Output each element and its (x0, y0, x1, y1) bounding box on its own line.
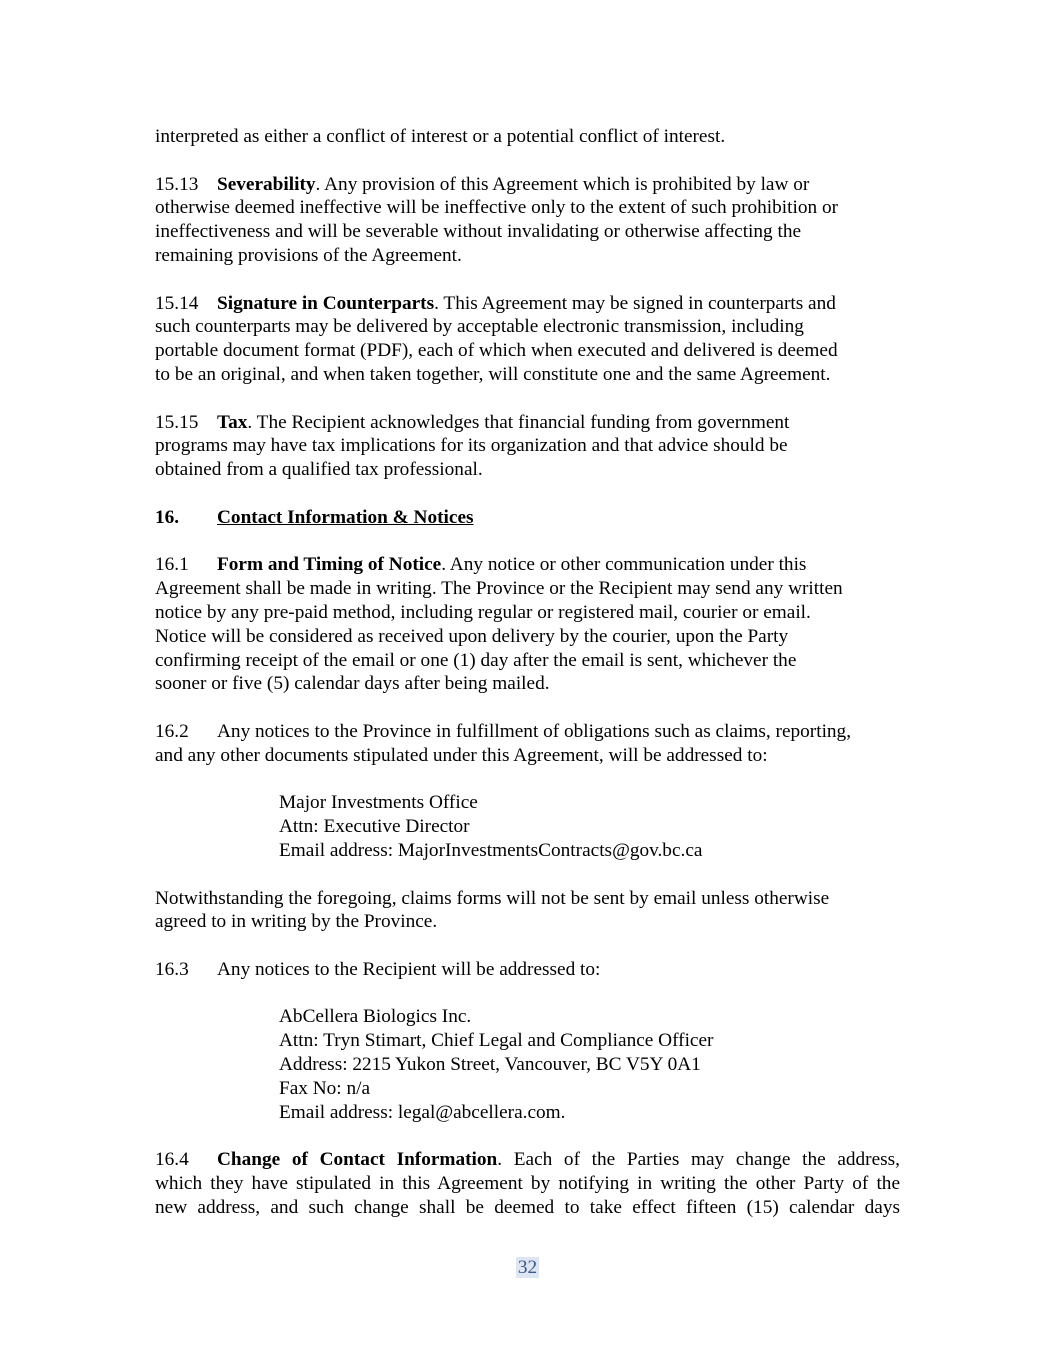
section-title: Tax (217, 411, 248, 433)
address-line: AbCellera Biologics Inc. (279, 1006, 472, 1028)
address-line: Address: 2215 Yukon Street, Vancouver, BC V5Y 0A1 (279, 1054, 701, 1076)
text-line: . This Agreement may be signed in counterparts and (434, 292, 836, 314)
section-16-1-form-and-timing (155, 553, 900, 696)
text-line: Any notices to the Province in fulfillment of obligations such as claims, reporting, (217, 720, 852, 742)
address-line: Major Investments Office (279, 792, 478, 814)
page-number-label: 32 (517, 1257, 538, 1278)
text-line: Any notices to the Recipient will be addressed to: (217, 958, 601, 980)
notwithstanding-paragraph (155, 887, 900, 935)
section-15-14-signature-in-counterparts (155, 292, 900, 387)
carryover-paragraph (155, 125, 900, 149)
address-line: Email address: legal@abcellera.com. (279, 1101, 566, 1123)
text-line: obtained from a qualified tax professional. (155, 459, 483, 481)
address-line: Attn: Tryn Stimart, Chief Legal and Compliance Officer (279, 1030, 714, 1052)
section-16-4-change-of-contact (155, 1148, 900, 1219)
text-line: programs may have tax implications for its organization and that advice should be (155, 435, 788, 457)
section-number: 16.1 (155, 554, 189, 576)
text-line: interpreted as either a conflict of interest or a potential conflict of interest. (155, 126, 726, 147)
text-line: Notwithstanding the foregoing, claims forms will not be sent by email unless otherwise (155, 887, 830, 909)
section-16-2-province-notices (155, 720, 900, 768)
text-line: remaining provisions of the Agreement. (155, 244, 462, 266)
address-line: Email address: MajorInvestmentsContracts@gov.bc.ca (279, 839, 703, 861)
section-title: Contact Information & Notices (217, 506, 474, 528)
section-number: 15.15 (155, 411, 199, 433)
section-number: 15.13 (155, 173, 199, 195)
section-number: 16.2 (155, 720, 189, 742)
recipient-address-block (155, 1005, 900, 1124)
section-number: 16. (155, 506, 180, 528)
text-line: Notice will be considered as received upon delivery by the courier, upon the Party (155, 625, 789, 647)
text-line: sooner or five (5) calendar days after being mailed. (155, 673, 550, 695)
text-line: otherwise deemed ineffective will be ineffective only to the extent of such prohibition or (155, 197, 839, 219)
text-line: such counterparts may be delivered by acceptable electronic transmission, including (155, 316, 804, 338)
text-line: new address, and such change shall be deemed to take effect fifteen (15) calendar days (155, 1196, 900, 1218)
section-16-heading (155, 506, 900, 530)
text-line: . The Recipient acknowledges that financial funding from government (247, 411, 790, 433)
text-line: . Each of the Parties may change the address, (497, 1149, 900, 1171)
text-line: which they have stipulated in this Agreement by notifying in writing the other Party of the (155, 1173, 900, 1195)
section-15-13-severability (155, 173, 900, 268)
section-number: 16.4 (155, 1149, 189, 1171)
page-number (0, 1256, 1055, 1280)
province-address-block (155, 791, 900, 862)
text-line: and any other documents stipulated under this Agreement, will be addressed to: (155, 744, 768, 766)
section-number: 16.3 (155, 958, 189, 980)
text-line: Agreement shall be made in writing. The Province or the Recipient may send any written (155, 578, 843, 600)
text-line: agreed to in writing by the Province. (155, 911, 438, 933)
document-page (155, 125, 900, 1243)
text-line: to be an original, and when taken together, will constitute one and the same Agreement. (155, 363, 831, 385)
section-15-15-tax (155, 411, 900, 482)
section-title: Change of Contact Information (217, 1149, 498, 1171)
section-16-3-recipient-notices (155, 958, 900, 982)
address-line: Fax No: n/a (279, 1077, 371, 1099)
text-line: notice by any pre-paid method, including regular or registered mail, courier or email. (155, 601, 811, 623)
text-line: . Any provision of this Agreement which is prohibited by law or (315, 173, 810, 195)
section-title: Severability (217, 173, 316, 195)
section-title: Signature in Counterparts (217, 292, 435, 314)
section-title: Form and Timing of Notice (217, 554, 442, 576)
section-number: 15.14 (155, 292, 199, 314)
text-line: portable document format (PDF), each of which when executed and delivered is deemed (155, 340, 838, 362)
text-line: confirming receipt of the email or one (1) day after the email is sent, whichever the (155, 649, 797, 671)
text-line: . Any notice or other communication under this (441, 554, 807, 576)
address-line: Attn: Executive Director (279, 816, 470, 838)
text-line: ineffectiveness and will be severable without invalidating or otherwise affecting the (155, 221, 802, 243)
